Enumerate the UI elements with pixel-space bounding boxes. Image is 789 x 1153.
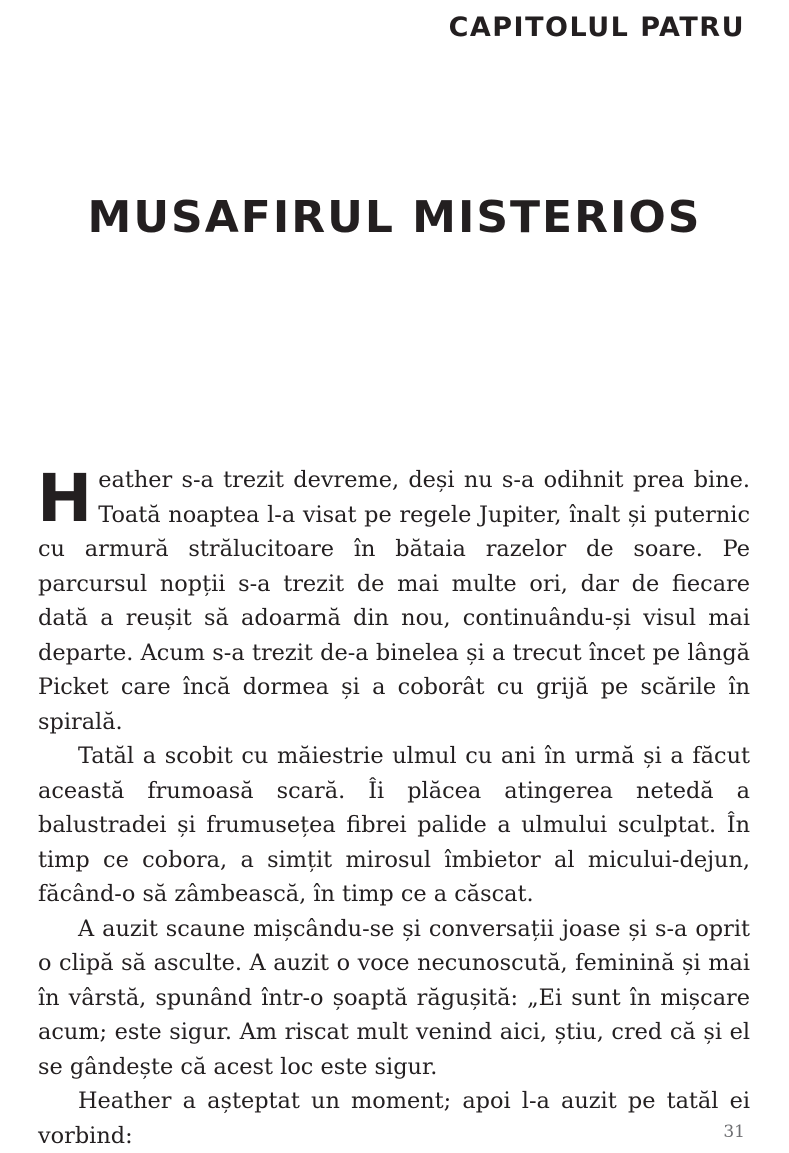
paragraph-2: Tatăl a scobit cu măiestrie ulmul cu ani în urmă și a făcut această frumoasă scară. Îi plăcea atingerea netedă a balustradei și frumusețea fibrei palide a ulmului sculptat. În timp ce cobora, a simțit mirosul îmbietor al micului-dejun, făcând-o să zâmbească, în timp ce a căscat. (38, 743, 750, 907)
paragraph-3: A auzit scaune mișcându-se și conversații joase și s-a oprit o clipă să asculte. A auzit o voce necunoscută, feminină și mai în vârstă, spunând într-o șoaptă răgușită: „Ei sunt în mișcare acum; este sigur. Am riscat mult venind aici, știu, cred că și el se gândește că acest loc este sigur. (38, 915, 750, 1080)
page-number: 31 (723, 1122, 745, 1142)
body-text (37, 460, 750, 1153)
chapter-title: MUSAFIRUL MISTERIOS (87, 192, 702, 243)
drop-cap: H (37, 460, 93, 537)
paragraph-4: Heather a așteptat un moment; apoi l-a auzit pe tatăl ei vorbind: (38, 1088, 750, 1149)
chapter-label: CAPITOLUL PATRU (448, 12, 745, 43)
paragraph-1-text: eather s-a trezit devreme, deși nu s-a odihnit prea bine. Toată noaptea l-a visat pe regele Jupiter, înalt și puternic cu armură strălucitoare în bătaia razelor de soare. Pe parcursul nopții s-a trezit de mai multe ori, dar de fiecare dată a reușit să adoarmă din nou, continuându-și visul mai departe. Acum s-a trezit de-a binelea și a trecut încet pe lângă Picket care încă dormea și a coborât cu grijă pe scările în spirală. (38, 467, 750, 735)
paragraph-1 (37, 460, 750, 739)
